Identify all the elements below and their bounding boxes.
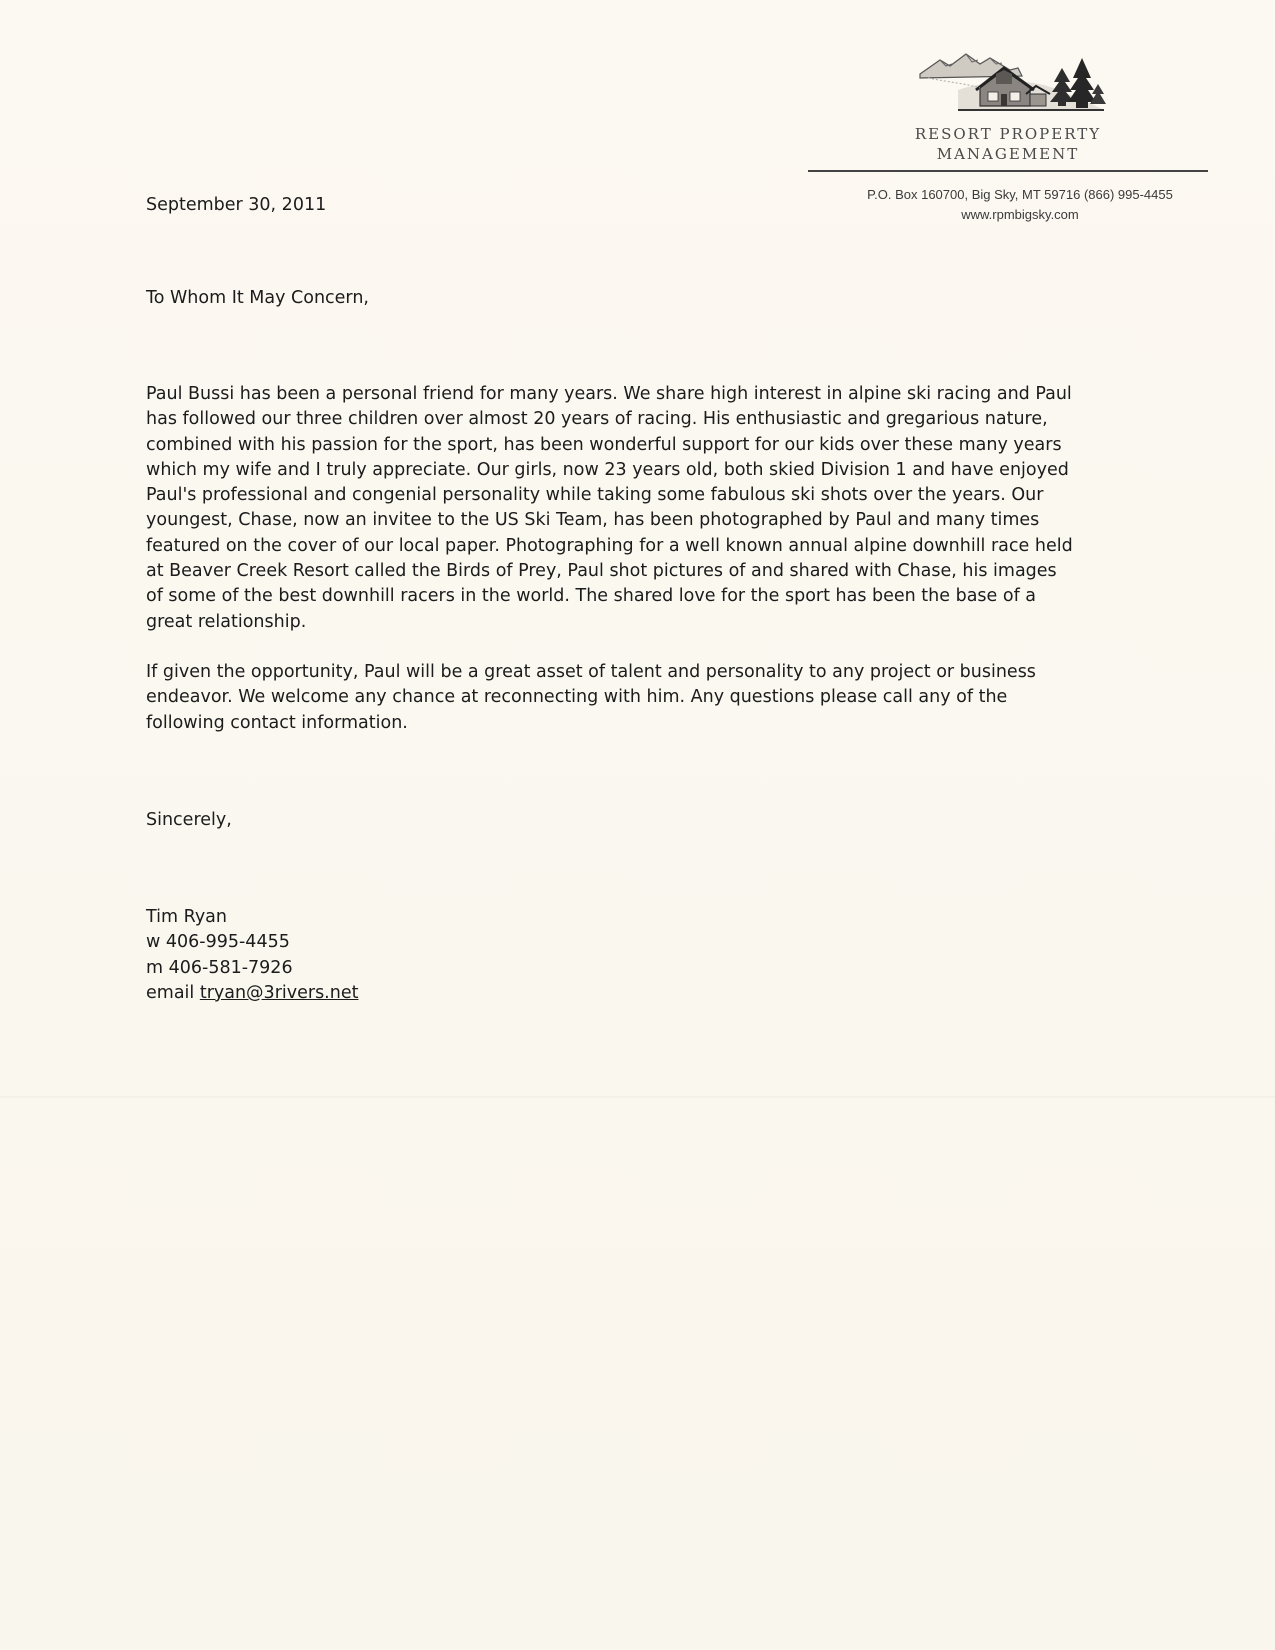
company-address: P.O. Box 160700, Big Sky, MT 59716 (866) 995-4455 [867,187,1173,202]
body-paragraph-2 [146,660,1146,736]
work-phone: w 406-995-4455 [146,932,290,953]
mountain-cabin-logo-icon [918,44,1108,126]
paragraph-line: endeavor. We welcome any chance at reconnecting with him. Any questions please call any of the [146,687,1008,708]
paragraph-line: has followed our three children over almost 20 years of racing. His enthusiastic and gregarious nature, [146,409,1048,430]
email-link[interactable]: tryan@3rivers.net [199,982,359,1003]
letter-date: September 30, 2011 [146,195,327,215]
body-paragraph-1 [146,382,1146,635]
paragraph-line: Paul Bussi has been a personal friend for many years. We share high interest in alpine ski racing and Paul [146,384,1072,404]
letter-salutation: To Whom It May Concern, [146,288,369,308]
company-name-line2: MANAGEMENT [936,145,1080,163]
paragraph-line: at Beaver Creek Resort called the Birds of Prey, Paul shot pictures of and shared with Chase, his images [146,561,1057,582]
email-line [146,981,358,1006]
paragraph-line: Paul's professional and congenial personality while taking some fabulous ski shots over the years. Our [146,485,1044,506]
paragraph-line: great relationship. [146,611,307,632]
paragraph-line: If given the opportunity, Paul will be a great asset of talent and personality to any project or business [146,662,1036,682]
company-website: www.rpmbigsky.com [961,207,1079,222]
paragraph-line: combined with his passion for the sport, has been wonderful support for our kids over these many years [146,434,1062,455]
letterhead-divider [808,170,1208,172]
signature-block [146,905,358,1006]
email-label: email [146,982,200,1003]
company-name-line1: RESORT PROPERTY [914,125,1102,143]
signer-name: Tim Ryan [146,907,227,927]
paper-fold-line [0,1096,1275,1098]
paragraph-line: featured on the cover of our local paper. Photographing for a well known annual alpine downhill race held [146,535,1073,556]
letterhead [808,40,1208,230]
letter-closing: Sincerely, [146,810,232,830]
mobile-phone: m 406-581-7926 [146,957,293,978]
paragraph-line: which my wife and I truly appreciate. Our girls, now 23 years old, both skied Division 1 and have enjoyed [146,459,1069,480]
paragraph-line: following contact information. [146,712,408,733]
paragraph-line: of some of the best downhill racers in the world. The shared love for the sport has been the base of a [146,586,1037,607]
paragraph-line: youngest, Chase, now an invitee to the US Ski Team, has been photographed by Paul and many times [146,510,1040,531]
